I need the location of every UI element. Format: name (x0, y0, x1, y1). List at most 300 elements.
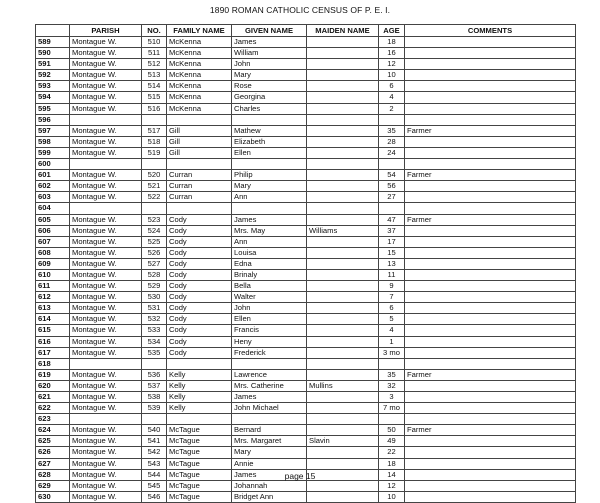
row-number: 617 (36, 347, 70, 358)
family-name-cell: Gill (167, 147, 232, 158)
family-name-cell (167, 114, 232, 125)
comments-cell: Farmer (405, 425, 576, 436)
age-cell: 15 (379, 247, 405, 258)
parish-cell: Montague W. (70, 192, 142, 203)
table-row (36, 147, 576, 158)
given-name-cell: Ann (232, 236, 307, 247)
number-cell (142, 114, 167, 125)
table-row (36, 48, 576, 59)
family-name-cell: McTague (167, 425, 232, 436)
given-name-cell: Annie (232, 458, 307, 469)
number-cell: 526 (142, 247, 167, 258)
maiden-name-cell (307, 447, 379, 458)
given-name-cell: Ellen (232, 314, 307, 325)
comments-cell (405, 314, 576, 325)
row-number: 615 (36, 325, 70, 336)
family-name-cell: Curran (167, 181, 232, 192)
given-name-cell: Frederick (232, 347, 307, 358)
given-name-cell: Rose (232, 81, 307, 92)
comments-cell (405, 225, 576, 236)
maiden-name-cell (307, 292, 379, 303)
maiden-name-cell (307, 336, 379, 347)
age-cell: 10 (379, 491, 405, 502)
number-cell: 537 (142, 380, 167, 391)
family-name-cell: McKenna (167, 92, 232, 103)
comments-cell (405, 181, 576, 192)
age-cell: 9 (379, 281, 405, 292)
family-name-cell (167, 414, 232, 425)
comments-cell (405, 236, 576, 247)
family-name-cell: Cody (167, 269, 232, 280)
number-cell: 536 (142, 369, 167, 380)
comments-cell (405, 336, 576, 347)
maiden-name-cell (307, 325, 379, 336)
row-number: 604 (36, 203, 70, 214)
parish-cell: Montague W. (70, 392, 142, 403)
comments-cell (405, 59, 576, 70)
maiden-name-cell (307, 170, 379, 181)
header-maiden-name: MAIDEN NAME (307, 25, 379, 37)
given-name-cell: John (232, 59, 307, 70)
number-cell: 511 (142, 48, 167, 59)
row-number: 606 (36, 225, 70, 236)
maiden-name-cell (307, 59, 379, 70)
number-cell: 515 (142, 92, 167, 103)
row-number: 599 (36, 147, 70, 158)
parish-cell: Montague W. (70, 292, 142, 303)
number-cell: 540 (142, 425, 167, 436)
table-row (36, 203, 576, 214)
maiden-name-cell (307, 414, 379, 425)
parish-cell: Montague W. (70, 81, 142, 92)
given-name-cell: James (232, 469, 307, 480)
row-number: 590 (36, 48, 70, 59)
parish-cell: Montague W. (70, 425, 142, 436)
parish-cell: Montague W. (70, 436, 142, 447)
row-number: 620 (36, 380, 70, 391)
maiden-name-cell (307, 92, 379, 103)
maiden-name-cell (307, 159, 379, 170)
age-cell: 13 (379, 258, 405, 269)
family-name-cell: Kelly (167, 369, 232, 380)
number-cell: 524 (142, 225, 167, 236)
comments-cell (405, 203, 576, 214)
age-cell: 6 (379, 81, 405, 92)
comments-cell (405, 447, 576, 458)
family-name-cell: Cody (167, 347, 232, 358)
comments-cell (405, 159, 576, 170)
number-cell: 542 (142, 447, 167, 458)
table-row (36, 369, 576, 380)
table-row (36, 380, 576, 391)
given-name-cell (232, 203, 307, 214)
parish-cell: Montague W. (70, 369, 142, 380)
row-number: 626 (36, 447, 70, 458)
age-cell: 27 (379, 192, 405, 203)
family-name-cell (167, 159, 232, 170)
parish-cell: Montague W. (70, 269, 142, 280)
row-number: 597 (36, 125, 70, 136)
comments-cell (405, 92, 576, 103)
given-name-cell: John Michael (232, 403, 307, 414)
header-no: NO. (142, 25, 167, 37)
row-number: 598 (36, 136, 70, 147)
age-cell: 7 mo (379, 403, 405, 414)
row-number: 595 (36, 103, 70, 114)
family-name-cell: Cody (167, 281, 232, 292)
table-row (36, 292, 576, 303)
parish-cell: Montague W. (70, 281, 142, 292)
given-name-cell: Ellen (232, 147, 307, 158)
row-number: 594 (36, 92, 70, 103)
row-number: 596 (36, 114, 70, 125)
age-cell: 3 mo (379, 347, 405, 358)
number-cell: 544 (142, 469, 167, 480)
age-cell: 18 (379, 37, 405, 48)
age-cell: 4 (379, 92, 405, 103)
age-cell: 14 (379, 469, 405, 480)
age-cell: 6 (379, 303, 405, 314)
table-row (36, 59, 576, 70)
table-row (36, 170, 576, 181)
header-given-name: GIVEN NAME (232, 25, 307, 37)
row-number: 593 (36, 81, 70, 92)
parish-cell: Montague W. (70, 236, 142, 247)
parish-cell: Montague W. (70, 225, 142, 236)
table-row (36, 269, 576, 280)
comments-cell (405, 269, 576, 280)
given-name-cell: Mary (232, 181, 307, 192)
given-name-cell: James (232, 37, 307, 48)
parish-cell: Montague W. (70, 491, 142, 502)
family-name-cell: McKenna (167, 81, 232, 92)
age-cell: 32 (379, 380, 405, 391)
parish-cell (70, 114, 142, 125)
parish-cell: Montague W. (70, 214, 142, 225)
table-row (36, 325, 576, 336)
family-name-cell: Cody (167, 292, 232, 303)
number-cell: 518 (142, 136, 167, 147)
parish-cell (70, 358, 142, 369)
header-row (36, 25, 576, 37)
comments-cell (405, 48, 576, 59)
number-cell: 510 (142, 37, 167, 48)
age-cell: 17 (379, 236, 405, 247)
age-cell: 3 (379, 392, 405, 403)
age-cell: 56 (379, 181, 405, 192)
number-cell (142, 203, 167, 214)
given-name-cell: Mary (232, 70, 307, 81)
age-cell: 35 (379, 125, 405, 136)
family-name-cell: Gill (167, 136, 232, 147)
row-number: 630 (36, 491, 70, 502)
comments-cell (405, 37, 576, 48)
given-name-cell: Mrs. Catherine (232, 380, 307, 391)
number-cell: 517 (142, 125, 167, 136)
number-cell: 535 (142, 347, 167, 358)
parish-cell: Montague W. (70, 469, 142, 480)
number-cell: 521 (142, 181, 167, 192)
age-cell: 1 (379, 336, 405, 347)
family-name-cell: McKenna (167, 103, 232, 114)
given-name-cell: John (232, 303, 307, 314)
maiden-name-cell (307, 125, 379, 136)
age-cell: 37 (379, 225, 405, 236)
row-number: 623 (36, 414, 70, 425)
number-cell: 545 (142, 480, 167, 491)
maiden-name-cell (307, 491, 379, 502)
comments-cell: Farmer (405, 170, 576, 181)
row-number: 629 (36, 480, 70, 491)
row-number: 621 (36, 392, 70, 403)
given-name-cell: James (232, 214, 307, 225)
row-number: 622 (36, 403, 70, 414)
row-number: 608 (36, 247, 70, 258)
parish-cell: Montague W. (70, 170, 142, 181)
given-name-cell: Mrs. Margaret (232, 436, 307, 447)
row-number: 600 (36, 159, 70, 170)
maiden-name-cell (307, 303, 379, 314)
comments-cell (405, 380, 576, 391)
age-cell: 47 (379, 214, 405, 225)
age-cell: 4 (379, 325, 405, 336)
parish-cell: Montague W. (70, 447, 142, 458)
table-row (36, 458, 576, 469)
number-cell (142, 414, 167, 425)
parish-cell (70, 414, 142, 425)
row-number: 624 (36, 425, 70, 436)
parish-cell (70, 203, 142, 214)
row-number: 607 (36, 236, 70, 247)
number-cell: 539 (142, 403, 167, 414)
census-body (36, 37, 576, 503)
number-cell: 531 (142, 303, 167, 314)
family-name-cell: Kelly (167, 380, 232, 391)
family-name-cell: Curran (167, 192, 232, 203)
family-name-cell (167, 203, 232, 214)
number-cell: 525 (142, 236, 167, 247)
maiden-name-cell (307, 192, 379, 203)
table-row (36, 392, 576, 403)
number-cell: 532 (142, 314, 167, 325)
comments-cell (405, 192, 576, 203)
row-number: 612 (36, 292, 70, 303)
parish-cell: Montague W. (70, 380, 142, 391)
given-name-cell: Johannah (232, 480, 307, 491)
page-number: page 15 (284, 471, 316, 481)
family-name-cell: Cody (167, 236, 232, 247)
given-name-cell: Walter (232, 292, 307, 303)
row-number: 589 (36, 37, 70, 48)
given-name-cell: Charles (232, 103, 307, 114)
family-name-cell: Cody (167, 303, 232, 314)
row-number: 627 (36, 458, 70, 469)
table-row (36, 192, 576, 203)
number-cell: 523 (142, 214, 167, 225)
maiden-name-cell (307, 37, 379, 48)
given-name-cell: Louisa (232, 247, 307, 258)
row-number: 619 (36, 369, 70, 380)
maiden-name-cell (307, 392, 379, 403)
given-name-cell: Georgina (232, 92, 307, 103)
parish-cell: Montague W. (70, 458, 142, 469)
comments-cell (405, 303, 576, 314)
number-cell: 534 (142, 336, 167, 347)
table-row (36, 37, 576, 48)
page-title: 1890 ROMAN CATHOLIC CENSUS OF P. E. I. (209, 5, 391, 15)
row-number: 618 (36, 358, 70, 369)
maiden-name-cell (307, 458, 379, 469)
table-row (36, 114, 576, 125)
parish-cell: Montague W. (70, 136, 142, 147)
comments-cell (405, 347, 576, 358)
table-row (36, 258, 576, 269)
family-name-cell: Kelly (167, 403, 232, 414)
comments-cell (405, 403, 576, 414)
parish-cell: Montague W. (70, 125, 142, 136)
number-cell (142, 159, 167, 170)
given-name-cell: Bridget Ann (232, 491, 307, 502)
given-name-cell: William (232, 48, 307, 59)
parish-cell: Montague W. (70, 147, 142, 158)
age-cell (379, 358, 405, 369)
age-cell: 49 (379, 436, 405, 447)
row-number: 603 (36, 192, 70, 203)
age-cell: 16 (379, 48, 405, 59)
maiden-name-cell (307, 114, 379, 125)
age-cell: 10 (379, 70, 405, 81)
number-cell: 520 (142, 170, 167, 181)
table-row (36, 303, 576, 314)
maiden-name-cell (307, 247, 379, 258)
comments-cell (405, 436, 576, 447)
table-row (36, 347, 576, 358)
maiden-name-cell (307, 81, 379, 92)
maiden-name-cell (307, 347, 379, 358)
row-number: 610 (36, 269, 70, 280)
maiden-name-cell (307, 358, 379, 369)
age-cell (379, 203, 405, 214)
age-cell (379, 159, 405, 170)
parish-cell: Montague W. (70, 258, 142, 269)
maiden-name-cell (307, 403, 379, 414)
family-name-cell: McKenna (167, 37, 232, 48)
maiden-name-cell: Slavin (307, 436, 379, 447)
row-number: 628 (36, 469, 70, 480)
family-name-cell: Cody (167, 314, 232, 325)
header-comments: COMMENTS (405, 25, 576, 37)
age-cell (379, 114, 405, 125)
given-name-cell: Elizabeth (232, 136, 307, 147)
age-cell: 12 (379, 59, 405, 70)
table-row (36, 103, 576, 114)
number-cell: 514 (142, 81, 167, 92)
row-number: 616 (36, 336, 70, 347)
given-name-cell (232, 159, 307, 170)
comments-cell (405, 414, 576, 425)
maiden-name-cell (307, 314, 379, 325)
row-number: 625 (36, 436, 70, 447)
age-cell: 35 (379, 369, 405, 380)
number-cell: 529 (142, 281, 167, 292)
age-cell: 28 (379, 136, 405, 147)
row-number: 601 (36, 170, 70, 181)
given-name-cell (232, 414, 307, 425)
parish-cell: Montague W. (70, 403, 142, 414)
family-name-cell: McKenna (167, 48, 232, 59)
family-name-cell: McTague (167, 491, 232, 502)
family-name-cell: McTague (167, 436, 232, 447)
table-row (36, 136, 576, 147)
family-name-cell: Gill (167, 125, 232, 136)
family-name-cell: Cody (167, 247, 232, 258)
row-number: 611 (36, 281, 70, 292)
age-cell: 50 (379, 425, 405, 436)
maiden-name-cell (307, 480, 379, 491)
given-name-cell: Mathew (232, 125, 307, 136)
age-cell: 5 (379, 314, 405, 325)
row-number: 609 (36, 258, 70, 269)
given-name-cell: Ann (232, 192, 307, 203)
table-row (36, 491, 576, 502)
maiden-name-cell (307, 258, 379, 269)
table-row (36, 281, 576, 292)
comments-cell (405, 292, 576, 303)
table-row (36, 214, 576, 225)
number-cell: 516 (142, 103, 167, 114)
header-parish: PARISH (70, 25, 142, 37)
age-cell: 24 (379, 147, 405, 158)
number-cell: 538 (142, 392, 167, 403)
parish-cell: Montague W. (70, 303, 142, 314)
table-row (36, 403, 576, 414)
given-name-cell: Heny (232, 336, 307, 347)
table-row (36, 70, 576, 81)
family-name-cell: Cody (167, 214, 232, 225)
age-cell: 11 (379, 269, 405, 280)
parish-cell: Montague W. (70, 181, 142, 192)
maiden-name-cell (307, 236, 379, 247)
family-name-cell: McKenna (167, 59, 232, 70)
family-name-cell: Cody (167, 258, 232, 269)
row-number: 605 (36, 214, 70, 225)
given-name-cell: Brinaly (232, 269, 307, 280)
parish-cell: Montague W. (70, 103, 142, 114)
maiden-name-cell (307, 269, 379, 280)
parish-cell: Montague W. (70, 48, 142, 59)
comments-cell (405, 325, 576, 336)
maiden-name-cell: Williams (307, 225, 379, 236)
comments-cell (405, 392, 576, 403)
table-row (36, 480, 576, 491)
number-cell: 528 (142, 269, 167, 280)
row-number: 602 (36, 181, 70, 192)
table-row (36, 358, 576, 369)
census-table (35, 24, 576, 503)
table-row (36, 125, 576, 136)
family-name-cell: McTague (167, 458, 232, 469)
table-row (36, 425, 576, 436)
age-cell: 2 (379, 103, 405, 114)
family-name-cell: Kelly (167, 392, 232, 403)
parish-cell: Montague W. (70, 70, 142, 81)
comments-cell (405, 480, 576, 491)
number-cell: 522 (142, 192, 167, 203)
maiden-name-cell (307, 103, 379, 114)
family-name-cell (167, 358, 232, 369)
header-age: AGE (379, 25, 405, 37)
family-name-cell: McTague (167, 447, 232, 458)
